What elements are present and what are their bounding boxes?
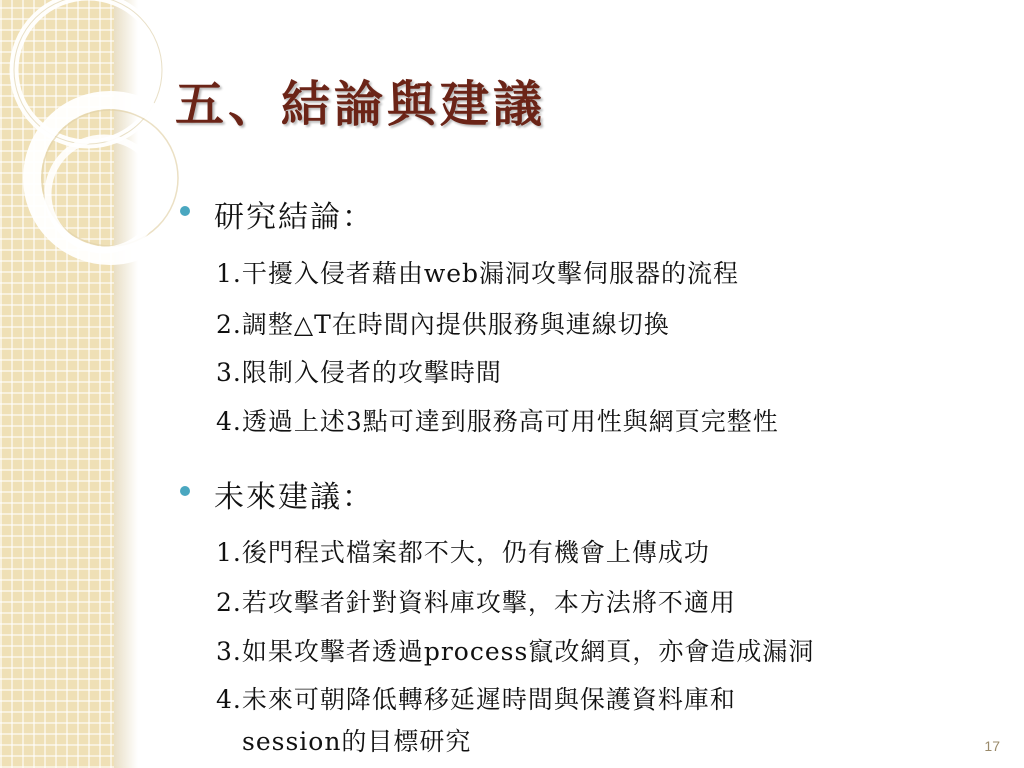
list-item: 2.調整△T在時間內提供服務與連線切換 bbox=[216, 310, 670, 339]
decorative-ring-middle bbox=[32, 100, 188, 256]
section-heading-text: 研究結論： bbox=[214, 200, 374, 235]
slide-title: 五、結論與建議 bbox=[175, 75, 547, 133]
list-item: 2.若攻擊者針對資料庫攻擊，本方法將不適用 bbox=[216, 588, 736, 617]
bullet-dot-icon bbox=[180, 206, 190, 216]
bullet-dot-icon bbox=[180, 486, 190, 496]
list-item: 4.未來可朝降低轉移延遲時間與保護資料庫和 bbox=[216, 685, 736, 714]
list-item: 4.透過上述3點可達到服務高可用性與網頁完整性 bbox=[216, 407, 779, 436]
list-item-continuation: session的目標研究 bbox=[242, 727, 472, 756]
list-item: 3.限制入侵者的攻擊時間 bbox=[216, 358, 502, 387]
list-item: 1.干擾入侵者藉由web漏洞攻擊伺服器的流程 bbox=[216, 259, 740, 288]
decorative-ring-small bbox=[48, 138, 160, 250]
list-item: 1.後門程式檔案都不大，仍有機會上傳成功 bbox=[216, 538, 710, 567]
page-number: 17 bbox=[984, 738, 1000, 754]
list-item: 3.如果攻擊者透過process竄改網頁，亦會造成漏洞 bbox=[216, 637, 815, 666]
section-heading-text: 未來建議： bbox=[214, 480, 374, 515]
decorative-rings bbox=[0, 0, 220, 300]
